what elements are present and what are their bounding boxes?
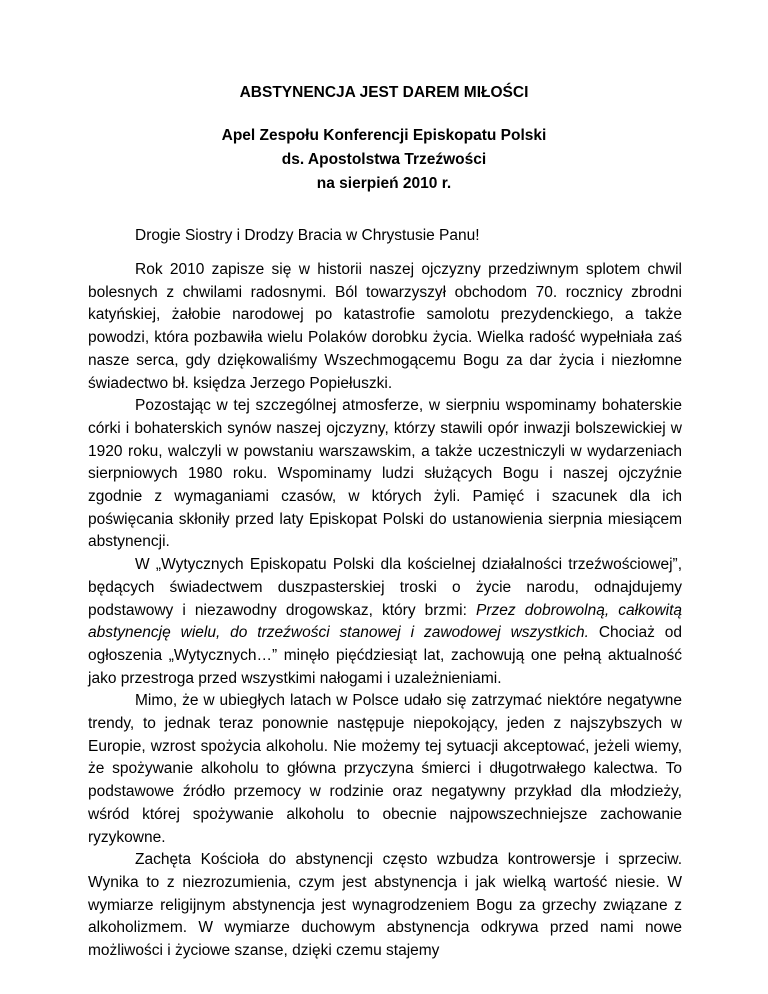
subtitle-line-2: ds. Apostolstwa Trzeźwości bbox=[281, 151, 487, 168]
paragraph-5: Zachęta Kościoła do abstynencji często wzbudza kontrowersje i sprzeciw. Wynika to z niezrozumienia, czym jest abstynencja i jak wielką wartość niesie. W wymiarze religijnym abstynencja jest wynagrodzeniem Bogu za grzechy związane z alkoholizmem. W wymiarze duchowym abstynencja odkrywa przed nami nowe możliwości i życiowe szanse, dzięki czemu stajemy bbox=[88, 851, 682, 960]
paragraph-3-intro: W „Wytycznych Episkopatu Polski dla kościelnej działalności trzeźwościowej”, będących świadectwem duszpasterskiej troski o życie narodu, odnajdujemy podstawowy i niezawodny drogowskaz, który brzmi: bbox=[88, 556, 682, 619]
paragraph-3 bbox=[88, 554, 682, 690]
paragraph-1: Rok 2010 zapisze się w historii naszej ojczyzny przedziwnym splotem chwil bolesnych z chwilami radosnymi. Ból towarzyszył obchodom 70. rocznicy zbrodni katyńskiej, żałobie narodowej po katastrofie samolotu prezydenckiego, a także powodzi, która pozbawiła wielu Polaków dorobku życia. Wielka radość wypełniała zaś nasze serca, gdy dziękowaliśmy Wszechmogącemu Bogu za dar życia i niezłomne świadectwo bł. księdza Jerzego Popiełuszki. bbox=[88, 261, 682, 392]
subtitle-line-3: na sierpień 2010 r. bbox=[316, 175, 452, 192]
document-subtitle bbox=[0, 124, 768, 196]
subtitle-line-1: Apel Zespołu Konferencji Episkopatu Polski bbox=[221, 127, 547, 144]
document-title: ABSTYNENCJA JEST DAREM MIŁOŚCI bbox=[239, 84, 529, 101]
paragraph-4: Mimo, że w ubiegłych latach w Polsce udało się zatrzymać niektóre negatywne trendy, to jednak teraz ponownie następuje niepokojący, jeden z najszybszych w Europie, wzrost spożycia alkoholu. Nie możemy tej sytuacji akceptować, jeżeli wiemy, że spożywanie alkoholu to główna przyczyna śmierci i długotrwałego kalectwa. To podstawowe źródło przemocy w rodzinie oraz negatywny przykład dla młodzieży, wśród której spożywanie alkoholu to obecnie najpowszechniejsze zachowanie ryzykowne. bbox=[88, 692, 682, 846]
paragraph-2: Pozostając w tej szczególnej atmosferze, w sierpniu wspominamy bohaterskie córki i bohaterskich synów naszej ojczyzny, którzy stawili opór inwazji bolszewickiej w 1920 roku, walczyli w powstaniu warszawskim, a także uczestniczyli w wydarzeniach sierpniowych 1980 roku. Wspominamy ludzi służących Bogu i naszej ojczyźnie zgodnie z wymaganiami czasów, w których żyli. Pamięć i szacunek dla ich poświęcania skłoniły przed laty Episkopat Polski do ustanowienia sierpnia miesiącem abstynencji. bbox=[88, 397, 682, 551]
paragraph-3-end: Chociaż od ogłoszenia „Wytycznych…” minęło pięćdziesiąt lat, zachowują one pełną aktualność jako przestroga przed wszystkimi nałogami i uzależnieniami. bbox=[88, 624, 682, 687]
paragraph-3-quote: Przez dobrowolną, całkowitą abstynencję wielu, do trzeźwości stanowej i zawodowej wszystkich. bbox=[88, 601, 682, 642]
document-body bbox=[88, 259, 682, 963]
greeting: Drogie Siostry i Drodzy Bracia w Chrystusie Panu! bbox=[135, 227, 480, 244]
